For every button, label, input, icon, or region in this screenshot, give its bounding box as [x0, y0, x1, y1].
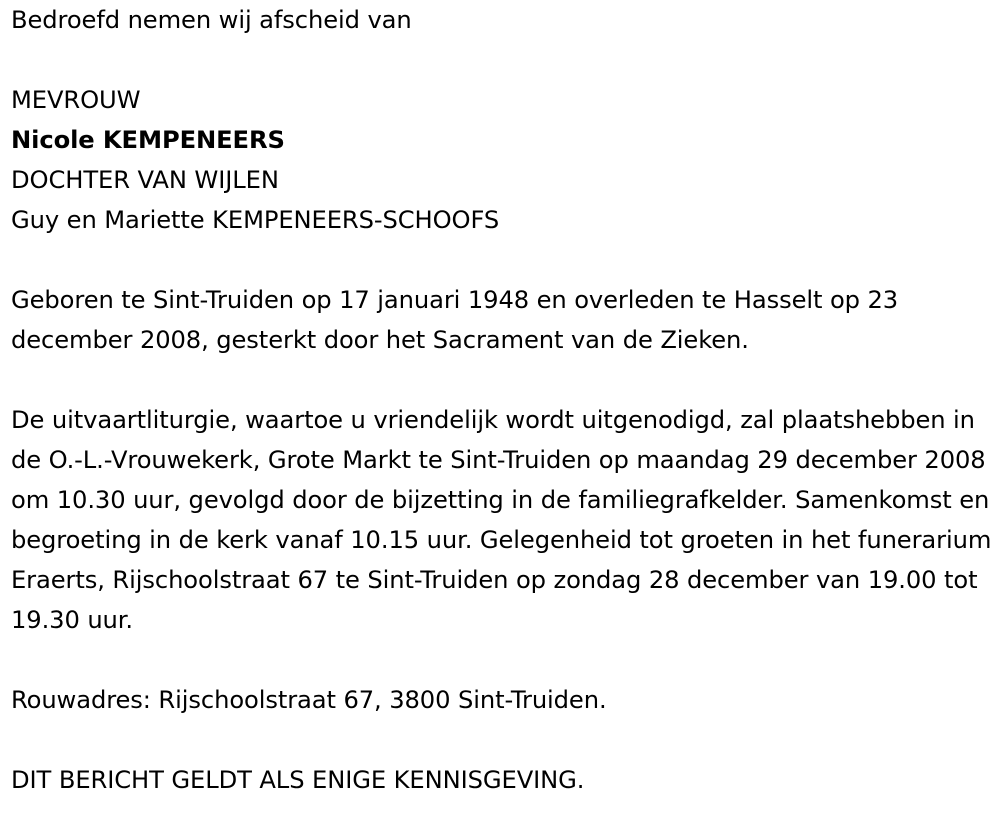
- death-notice: [11, 0, 993, 800]
- relation-text: DOCHTER VAN WIJLEN: [11, 166, 279, 194]
- spacer: [11, 640, 993, 680]
- closing-statement: DIT BERICHT GELDT ALS ENIGE KENNISGEVING.: [11, 766, 585, 794]
- title-mevrouw: MEVROUW: [11, 86, 141, 114]
- funeral-paragraph: De uitvaartliturgie, waartoe u vriendelijk wordt uitgenodigd, zal plaatshebben in de O.-L.-Vrouwekerk, Grote Markt te Sint-Truiden op maandag 29 december 2008 om 10.30 uur, gevolgd door de bijzetting in de familiegrafkelder. Samenkomst en begroeting in de kerk vanaf 10.15 uur. Gelegenheid tot groeten in het funerarium Eraerts, Rijschoolstraat 67 te Sint-Truiden op zondag 28 december van 19.00 tot 19.30 uur.: [11, 406, 992, 634]
- spacer: [11, 40, 993, 80]
- birth-death-paragraph: Geboren te Sint-Truiden op 17 januari 1948 en overleden te Hasselt op 23 december 2008, gesterkt door het Sacrament van de Zieken.: [11, 286, 899, 354]
- mourning-address: Rouwadres: Rijschoolstraat 67, 3800 Sint-Truiden.: [11, 686, 607, 714]
- spacer: [11, 360, 993, 400]
- parents-names: Guy en Mariette KEMPENEERS-SCHOOFS: [11, 206, 500, 234]
- deceased-name: Nicole KEMPENEERS: [11, 126, 285, 154]
- intro-text: Bedroefd nemen wij afscheid van: [11, 6, 412, 34]
- spacer: [11, 720, 993, 760]
- spacer: [11, 240, 993, 280]
